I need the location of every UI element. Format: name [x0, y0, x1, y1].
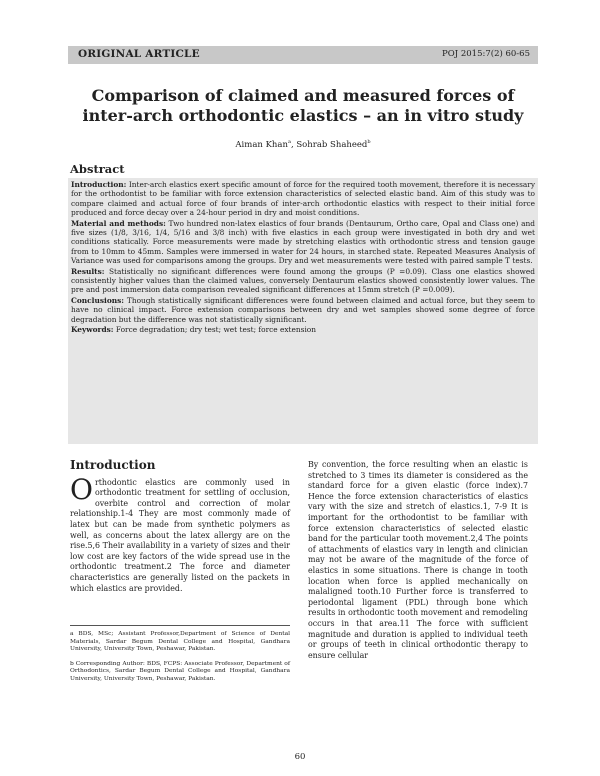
- introduction-right-text: By convention, the force resulting when an elastic is stretched to 3 times its diameter is considered as the standard force for a given elastic (force index).7 Hence the force extension characteristics of elastics vary with the size and stretch of elastics.1, 7-9 It is important for the orthodontist to be familiar with force extension characteristics of selected elastic band for the particular tooth movement.2,4 The points of attachments of elastics vary in length and clinician may not be aware of the magnitude of the force of elastics in some situations. There is change in tooth location when force is applied mechanically on malaligned tooth.10 Further force is transferred to periodontal ligament (PDL) through bone which results in orthodontic tooth movement and remodeling occurs in that area.11 The force with sufficient magnitude and duration is applied to individual teeth or groups of teeth in clinical orthodontic therapy to ensure cellular: [308, 460, 528, 660]
- section-text: Though statistically significant differences were found between claimed and actual force, but they seem to have no clinical impact. Force extension comparisons between dry and wet samples showed some degree of force degradation but the difference was not statistically significant.: [71, 295, 535, 324]
- article-title: Comparison of claimed and measured forces of inter-arch orthodontic elastics – an in vitro study: [82, 86, 524, 125]
- author-line: [68, 139, 538, 150]
- page-number: 60: [294, 752, 306, 762]
- journal-reference: POJ 2015:7(2) 60-65: [442, 49, 530, 59]
- footnote-a: a BDS, MSc; Assistant Professor,Department of Science of Dental Materials, Sardar Begum Dental College and Hospital, Gandhara University, University Town, Peshawar, Pakistan.: [70, 631, 290, 653]
- section-label: Results:: [71, 266, 105, 276]
- right-column: [308, 460, 528, 661]
- section-text: Statistically no significant differences were found among the groups (P =0.09). Class one elastics showed consistently higher values than the claimed values, conversely Dentaurum elastics showed consistently lower values. The pre and post immersion data comparison revealed significant differences at 15mm stretch (P =0.009).: [71, 266, 535, 295]
- section-label: Conclusions:: [71, 295, 125, 305]
- introduction-left-text: rthodontic elastics are commonly used in orthodontic treatment for settling of occlusion, overbite control and correction of molar relationship.1-4 They are most commonly made of latex but can be made from synthetic polymers as well, as concerns about the latex allergy are on the rise.5,6 Their availability in a variety of sizes and their low cost are key factors of the wide spread use in the orthodontic treatment.2 The force and diameter characteristics are generally listed on the packets in which elastics are provided.: [70, 477, 290, 593]
- section-label: Material and methods:: [71, 218, 166, 228]
- abstract-heading: Abstract: [70, 162, 125, 176]
- abstract-box: [68, 178, 538, 444]
- abstract-keywords: [71, 325, 535, 334]
- abstract-results: [71, 267, 535, 295]
- author-name: Sohrab Shaheed: [296, 139, 368, 150]
- author-separator: ,: [290, 139, 297, 150]
- abstract-methods: [71, 219, 535, 266]
- author-affiliation-mark: a: [287, 139, 291, 145]
- section-label: Keywords:: [71, 325, 114, 335]
- footnote-b: b Corresponding Author: BDS, FCPS: Associate Professor, Department of Orthodontics, Sardar Begum Dental College and Hospital, Gandhara University, University Town, Peshawar, Pakistan.: [70, 660, 290, 682]
- section-text: Inter-arch elastics exert specific amount of force for the required tooth movement, therefore it is necessary for the orthodontist to be familiar with force extension characteristics of selected elastic band. Aim of this study was to compare claimed and actual force of four brands of inter-arch orthodontic elastics with respect to their initial force produced and force decay over a 24-hour period in dry and moist conditions.: [71, 180, 535, 218]
- section-label: Introduction:: [71, 180, 127, 189]
- section-text: Two hundred non-latex elastics of four brands (Dentaurum, Ortho care, Opal and Class one) and five sizes (1/8, 3/16, 1/4, 5/16 and 3/8 inch) with five elastics in each group were investigated in both dry and wet conditions statically. Force measurements were made by stretching elastics with orthodontic stress and tension gauge from to 10mm to 45mm. Samples were immersed in water for 24 hours, in starched state. Repeated Measures Analysis of Variance was used for comparisons among the groups. Dry and wet measurements were tested with paired sample T tests.: [71, 218, 535, 266]
- abstract-conclusions: [71, 296, 535, 324]
- introduction-paragraph: [70, 472, 290, 595]
- article-type: ORIGINAL ARTICLE: [78, 48, 200, 60]
- footnotes: [70, 625, 290, 691]
- section-text: Force degradation; dry test; wet test; force extension: [115, 325, 317, 335]
- author-name: Aiman Khan: [235, 139, 288, 150]
- left-column: [70, 460, 290, 594]
- abstract-introduction: [71, 180, 535, 218]
- header-bar: [68, 46, 538, 64]
- introduction-heading: Introduction: [70, 458, 156, 472]
- author-affiliation-mark: b: [367, 139, 371, 145]
- drop-cap: O: [70, 472, 93, 506]
